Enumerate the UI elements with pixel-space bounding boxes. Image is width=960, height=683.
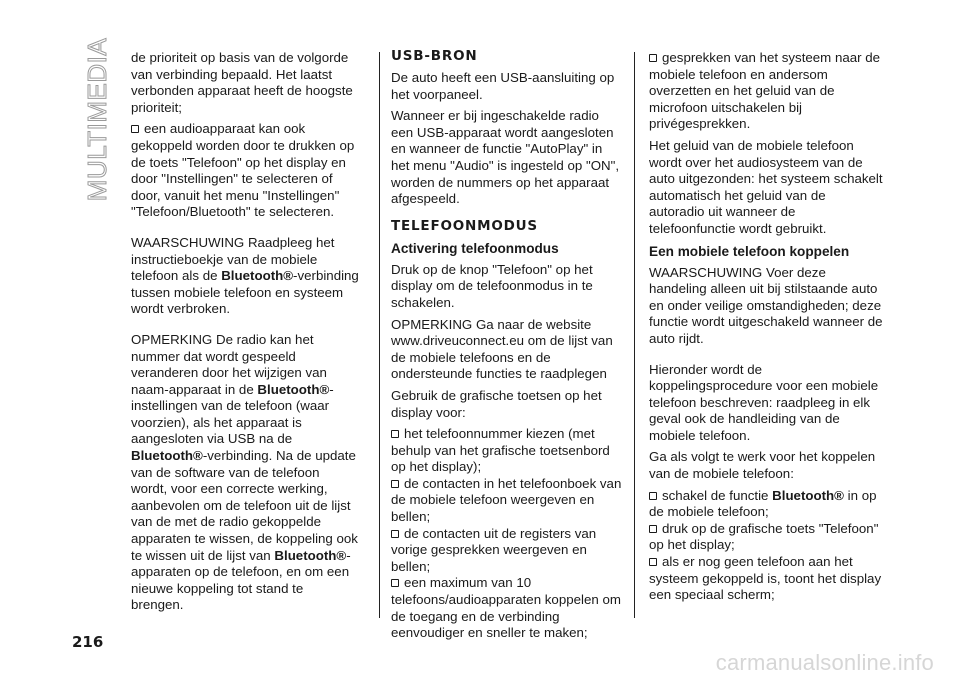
paragraph: Hieronder wordt de koppelingsprocedure voor een mobiele telefoon beschreven: raadpleeg in elk geval ook de handleiding van de mobiele telefoon. bbox=[649, 361, 879, 443]
square-bullet-icon bbox=[649, 492, 657, 500]
square-bullet-icon bbox=[649, 525, 657, 533]
paragraph: Gebruik de grafische toetsen op het display voor: bbox=[391, 387, 602, 420]
paragraph: Het geluid van de mobiele telefoon wordt over het audiosysteem van de auto uitgezonden: het systeem schakelt automatisch het geluid van de autoradio uit wanneer de telefoonfunctie wordt gebruikt. bbox=[649, 137, 883, 236]
column-3 bbox=[649, 50, 883, 609]
watermark: carmanualsonline.info bbox=[715, 650, 934, 675]
paragraph: Ga als volgt te werk voor het koppelen van de mobiele telefoon: bbox=[649, 449, 876, 482]
square-bullet-icon bbox=[391, 579, 399, 587]
column-1 bbox=[131, 50, 359, 619]
subheading: Een mobiele telefoon koppelen bbox=[649, 243, 850, 259]
section-heading-usb: USB-BRON bbox=[391, 48, 478, 64]
bullet-item: als er nog geen telefoon aan het systeem gekoppeld is, toont het display een speciaal scherm; bbox=[649, 554, 882, 603]
warning-paragraph: WAARSCHUWING Voer deze handeling alleen uit bij stilstaande auto en onder veilige omstandigheden; deze functie wordt uitgeschakeld wanneer de auto rijdt. bbox=[649, 264, 883, 346]
bullet-item: een maximum van 10 telefoons/audioapparaten koppelen om de toegang en de verbinding eenvoudiger en sneller te maken; bbox=[391, 575, 621, 641]
section-side-label bbox=[78, 37, 118, 201]
paragraph: Wanneer er bij ingeschakelde radio een USB-apparaat wordt aangesloten en wanneer de functie "AutoPlay" in het menu "Audio" is ingesteld op "ON", worden de nummers op het apparaat afgespeeld. bbox=[391, 108, 620, 207]
section-side-label-text: MULTIMEDIA bbox=[82, 37, 113, 201]
bullet-item: de contacten in het telefoonboek van de mobiele telefoon weergeven en bellen; bbox=[391, 475, 622, 525]
column-divider bbox=[379, 52, 380, 618]
note-paragraph: OPMERKING De radio kan het nummer dat wordt gespeeld veranderen door het wijzigen van naam-apparaat in de Bluetooth®-instellingen van de telefoon (waar voorzien), als het apparaat is aangesloten via USB na de Bluetooth®-verbinding. Na de update van de software van de telefoon wordt, voor een correcte werking, aanbevolen om de telefoon uit de lijst van de met de radio gekoppelde apparaten te wissen, de koppeling ook te wissen uit de lijst van Bluetooth®-apparaten op de telefoon, en om een nieuwe koppeling tot stand te brengen. bbox=[131, 331, 358, 613]
square-bullet-icon bbox=[391, 480, 399, 488]
paragraph: De auto heeft een USB-aansluiting op het voorpaneel. bbox=[391, 70, 615, 102]
column-divider bbox=[634, 52, 635, 618]
bullet-item: gesprekken van het systeem naar de mobiele telefoon en andersom overzetten en het geluid van de microfoon uitschakelen bij privégesprekken. bbox=[649, 50, 881, 132]
warning-paragraph: WAARSCHUWING Raadpleeg het instructieboekje van de mobiele telefoon als de Bluetooth®-verbinding tussen mobiele telefoon en systeem wordt verbroken. bbox=[131, 234, 359, 317]
bullet-item: druk op de grafische toets "Telefoon" op het display; bbox=[649, 520, 879, 553]
bullet-item bbox=[131, 121, 359, 221]
bullet-text: een audioapparaat kan ook gekoppeld worden door te drukken op de toets "Telefoon" op het display en door "Instellingen" te selecteren of door, vanuit het menu "Instellingen" "Telefoon/Bluetooth" te selecteren. bbox=[131, 121, 355, 220]
subheading: Activering telefoonmodus bbox=[391, 240, 559, 256]
square-bullet-icon bbox=[131, 125, 139, 133]
section-heading-phone: TELEFOONMODUS bbox=[391, 217, 538, 234]
paragraph: Druk op de knop "Telefoon" op het display om de telefoonmodus in te schakelen. bbox=[391, 261, 593, 310]
square-bullet-icon bbox=[649, 558, 657, 566]
bullet-item: het telefoonnummer kiezen (met behulp van het grafische toetsenbord op het display); bbox=[391, 426, 610, 475]
column-2 bbox=[391, 50, 623, 647]
square-bullet-icon bbox=[391, 530, 399, 538]
note-paragraph: OPMERKING Ga naar de website www.driveuconnect.eu om de lijst van de mobiele telefoons en de ondersteunde functies te raadplegen bbox=[391, 316, 613, 382]
bullet-item: schakel de functie Bluetooth® in op de mobiele telefoon; bbox=[649, 487, 877, 520]
bullet-item: de contacten uit de registers van vorige gesprekken weergeven en bellen; bbox=[391, 525, 597, 574]
square-bullet-icon bbox=[391, 430, 399, 438]
page-number: 216 bbox=[72, 633, 104, 651]
square-bullet-icon bbox=[649, 54, 657, 62]
paragraph: de prioriteit op basis van de volgorde van verbinding bepaald. Het laatst verbonden apparaat heeft de hoogste prioriteit; bbox=[131, 50, 353, 115]
